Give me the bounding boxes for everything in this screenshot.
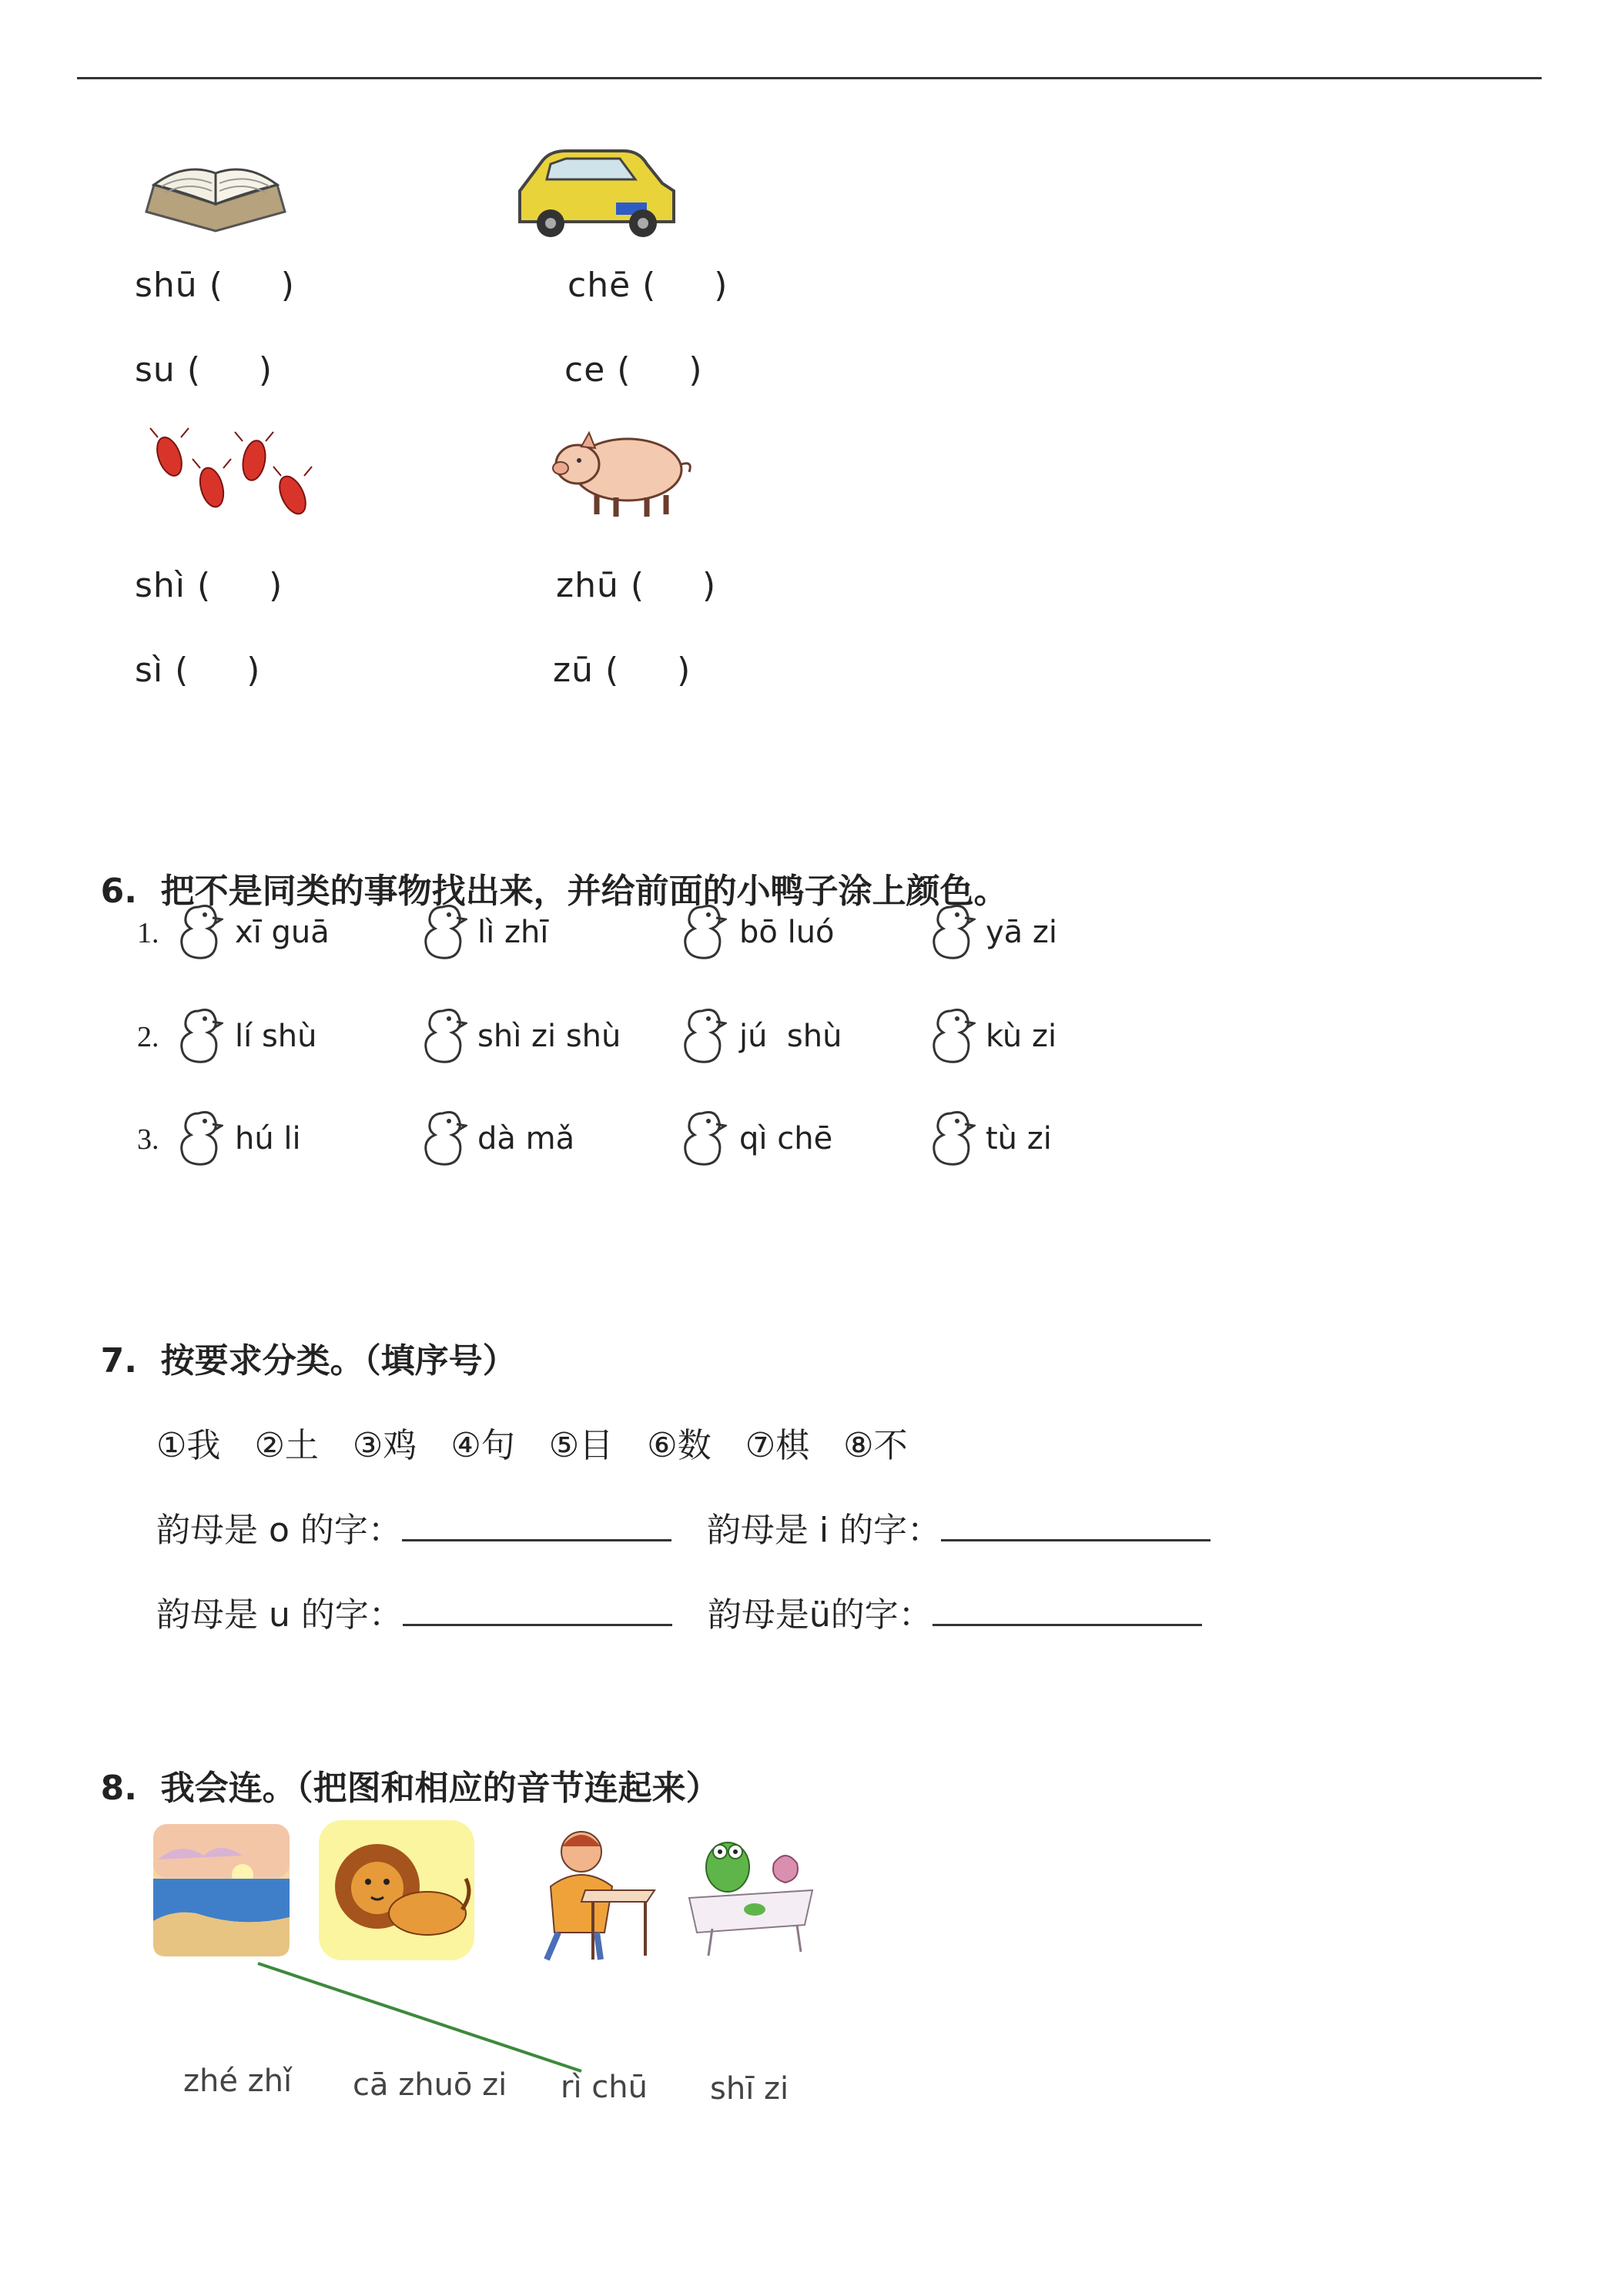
category-prompt: 韵母是 i 的字： bbox=[706, 1511, 942, 1550]
duck-label: bō luó bbox=[739, 915, 835, 950]
duck-label: kù zi bbox=[986, 1019, 1057, 1054]
row-number: 3. bbox=[137, 1123, 159, 1156]
pinyin-option: ce ( ) bbox=[564, 350, 703, 390]
duck-label: jú shù bbox=[739, 1019, 842, 1054]
character-item: ⑦棋 bbox=[745, 1426, 810, 1465]
character-item: ⑤目 bbox=[548, 1426, 614, 1465]
duck-label: qì chē bbox=[739, 1121, 833, 1156]
duck-label: lí shù bbox=[235, 1019, 317, 1054]
duck-label: yā zi bbox=[986, 915, 1058, 950]
syllable-label[interactable]: shī zi bbox=[710, 2071, 789, 2107]
question-title: 把不是同类的事物找出来，并给前面的小鸭子涂上颜色。 bbox=[160, 872, 1008, 911]
pinyin-option: sì ( ) bbox=[135, 651, 261, 690]
question-title: 按要求分类。（填序号） bbox=[160, 1341, 517, 1381]
pinyin-option: chē ( ) bbox=[568, 266, 728, 305]
character-item: ④句 bbox=[450, 1426, 515, 1465]
character-item: ⑥数 bbox=[647, 1426, 712, 1465]
character-item: ②土 bbox=[254, 1426, 319, 1465]
duck-label: hú li bbox=[235, 1121, 301, 1156]
duck-label: lì zhī bbox=[477, 915, 549, 950]
duck-label: tù zi bbox=[986, 1121, 1052, 1156]
pinyin-option: zū ( ) bbox=[553, 651, 691, 690]
row-number: 2. bbox=[137, 1021, 159, 1053]
question-number: 6. bbox=[100, 872, 137, 911]
duck-label: xī guā bbox=[235, 915, 330, 950]
match-line bbox=[258, 1963, 581, 2071]
syllable-label[interactable]: zhé zhǐ bbox=[183, 2063, 293, 2099]
category-prompt: 韵母是ü的字： bbox=[707, 1595, 933, 1635]
character-item: ①我 bbox=[156, 1426, 221, 1465]
question-number: 8. bbox=[100, 1769, 137, 1808]
category-prompt: 韵母是 o 的字： bbox=[156, 1511, 402, 1550]
pinyin-option: shū ( ) bbox=[135, 266, 295, 305]
duck-label: dà mǎ bbox=[477, 1121, 575, 1156]
question-number: 7. bbox=[100, 1341, 137, 1381]
syllable-label[interactable]: cā zhuō zi bbox=[353, 2067, 507, 2103]
pinyin-option: su ( ) bbox=[135, 350, 273, 390]
pinyin-option: shì ( ) bbox=[135, 566, 283, 605]
duck-label: shì zi shù bbox=[477, 1019, 621, 1054]
syllable-label[interactable]: rì chū bbox=[561, 2070, 648, 2105]
pinyin-option: zhū ( ) bbox=[556, 566, 717, 605]
row-number: 1. bbox=[137, 917, 159, 949]
category-prompt: 韵母是 u 的字： bbox=[156, 1595, 403, 1635]
question-title: 我会连。（把图和相应的音节连起来） bbox=[160, 1769, 720, 1808]
character-item: ⑧不 bbox=[843, 1426, 908, 1465]
character-item: ③鸡 bbox=[352, 1426, 417, 1465]
